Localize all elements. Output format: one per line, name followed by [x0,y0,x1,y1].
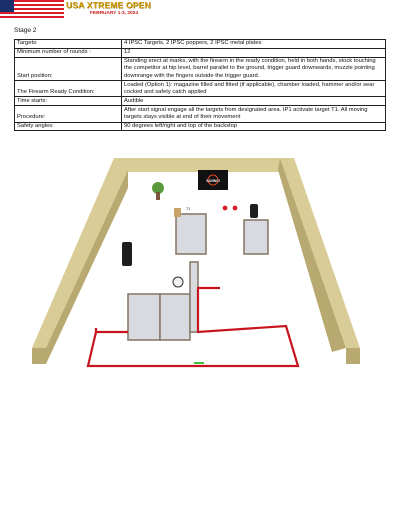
spec-label: Safety angles: [15,122,122,131]
stage-diagram [28,152,368,370]
event-dates: FEBRUARY 1-3, 2024 [90,11,138,16]
spec-label: The Firearm Ready Condition: [15,81,122,97]
back-berm [114,158,280,172]
table-row [15,122,386,131]
spec-value: 90 degrees left/right and top of the backstop [122,122,386,131]
shooting-wall [128,294,160,340]
metal-plate-target [223,206,228,211]
plant-pot [156,192,160,200]
stage-title: Stage 2 [14,27,37,34]
spec-label: Procedure: [15,106,122,122]
shooting-wall [160,294,190,340]
sign-text: SAVINCI [206,179,220,183]
barrel-stack [250,204,258,218]
spec-value: 4 IPSC Targets, 2 IPSC poppers, 2 IPSC metal plates [122,40,386,49]
paper-target [174,208,181,217]
shooting-wall [244,220,268,254]
spec-label: Start position: [15,57,122,80]
table-row [15,48,386,57]
table-row [15,106,386,122]
spec-value: Loaded (Option 1): magazine filled and fitted (if applicable), chamber loaded, hammer and/or sear cocked and safety catch applied [122,81,386,97]
spec-label: Minimum number of rounds : [15,48,122,57]
moving-target [173,277,183,287]
spec-value: Standing erect at marks, with the firearm in the ready condition, held in both hands, stock touching the competitor at hip level, barrel parallel to the ground, trigger guard downwards, muzzle pointing downrange with the fingers outside the trigger guard. [122,57,386,80]
metal-plate-target [233,206,238,211]
spec-label: Targets: [15,40,122,49]
flag-logo [0,0,64,20]
right-berm-front [346,348,360,364]
table-row [15,97,386,106]
shooting-wall [190,262,198,332]
start-marker [194,362,204,364]
barrel-stack [122,242,132,266]
table-row [15,40,386,49]
page-header [0,0,400,24]
spec-value: Audible [122,97,386,106]
table-row [15,57,386,80]
left-berm-front [32,348,46,364]
stage-specs-table [14,39,386,131]
spec-label: Time starts: [15,97,122,106]
table-row [15,81,386,97]
target-label: T1 [186,207,191,211]
event-title: USA XTREME OPEN [66,0,151,10]
spec-value: After start signal engage all the targets from designated area. IP1 activate target T1. All moving targets stays visible at end of their movement [122,106,386,122]
spec-value: 12 [122,48,386,57]
shooting-wall [176,214,206,254]
